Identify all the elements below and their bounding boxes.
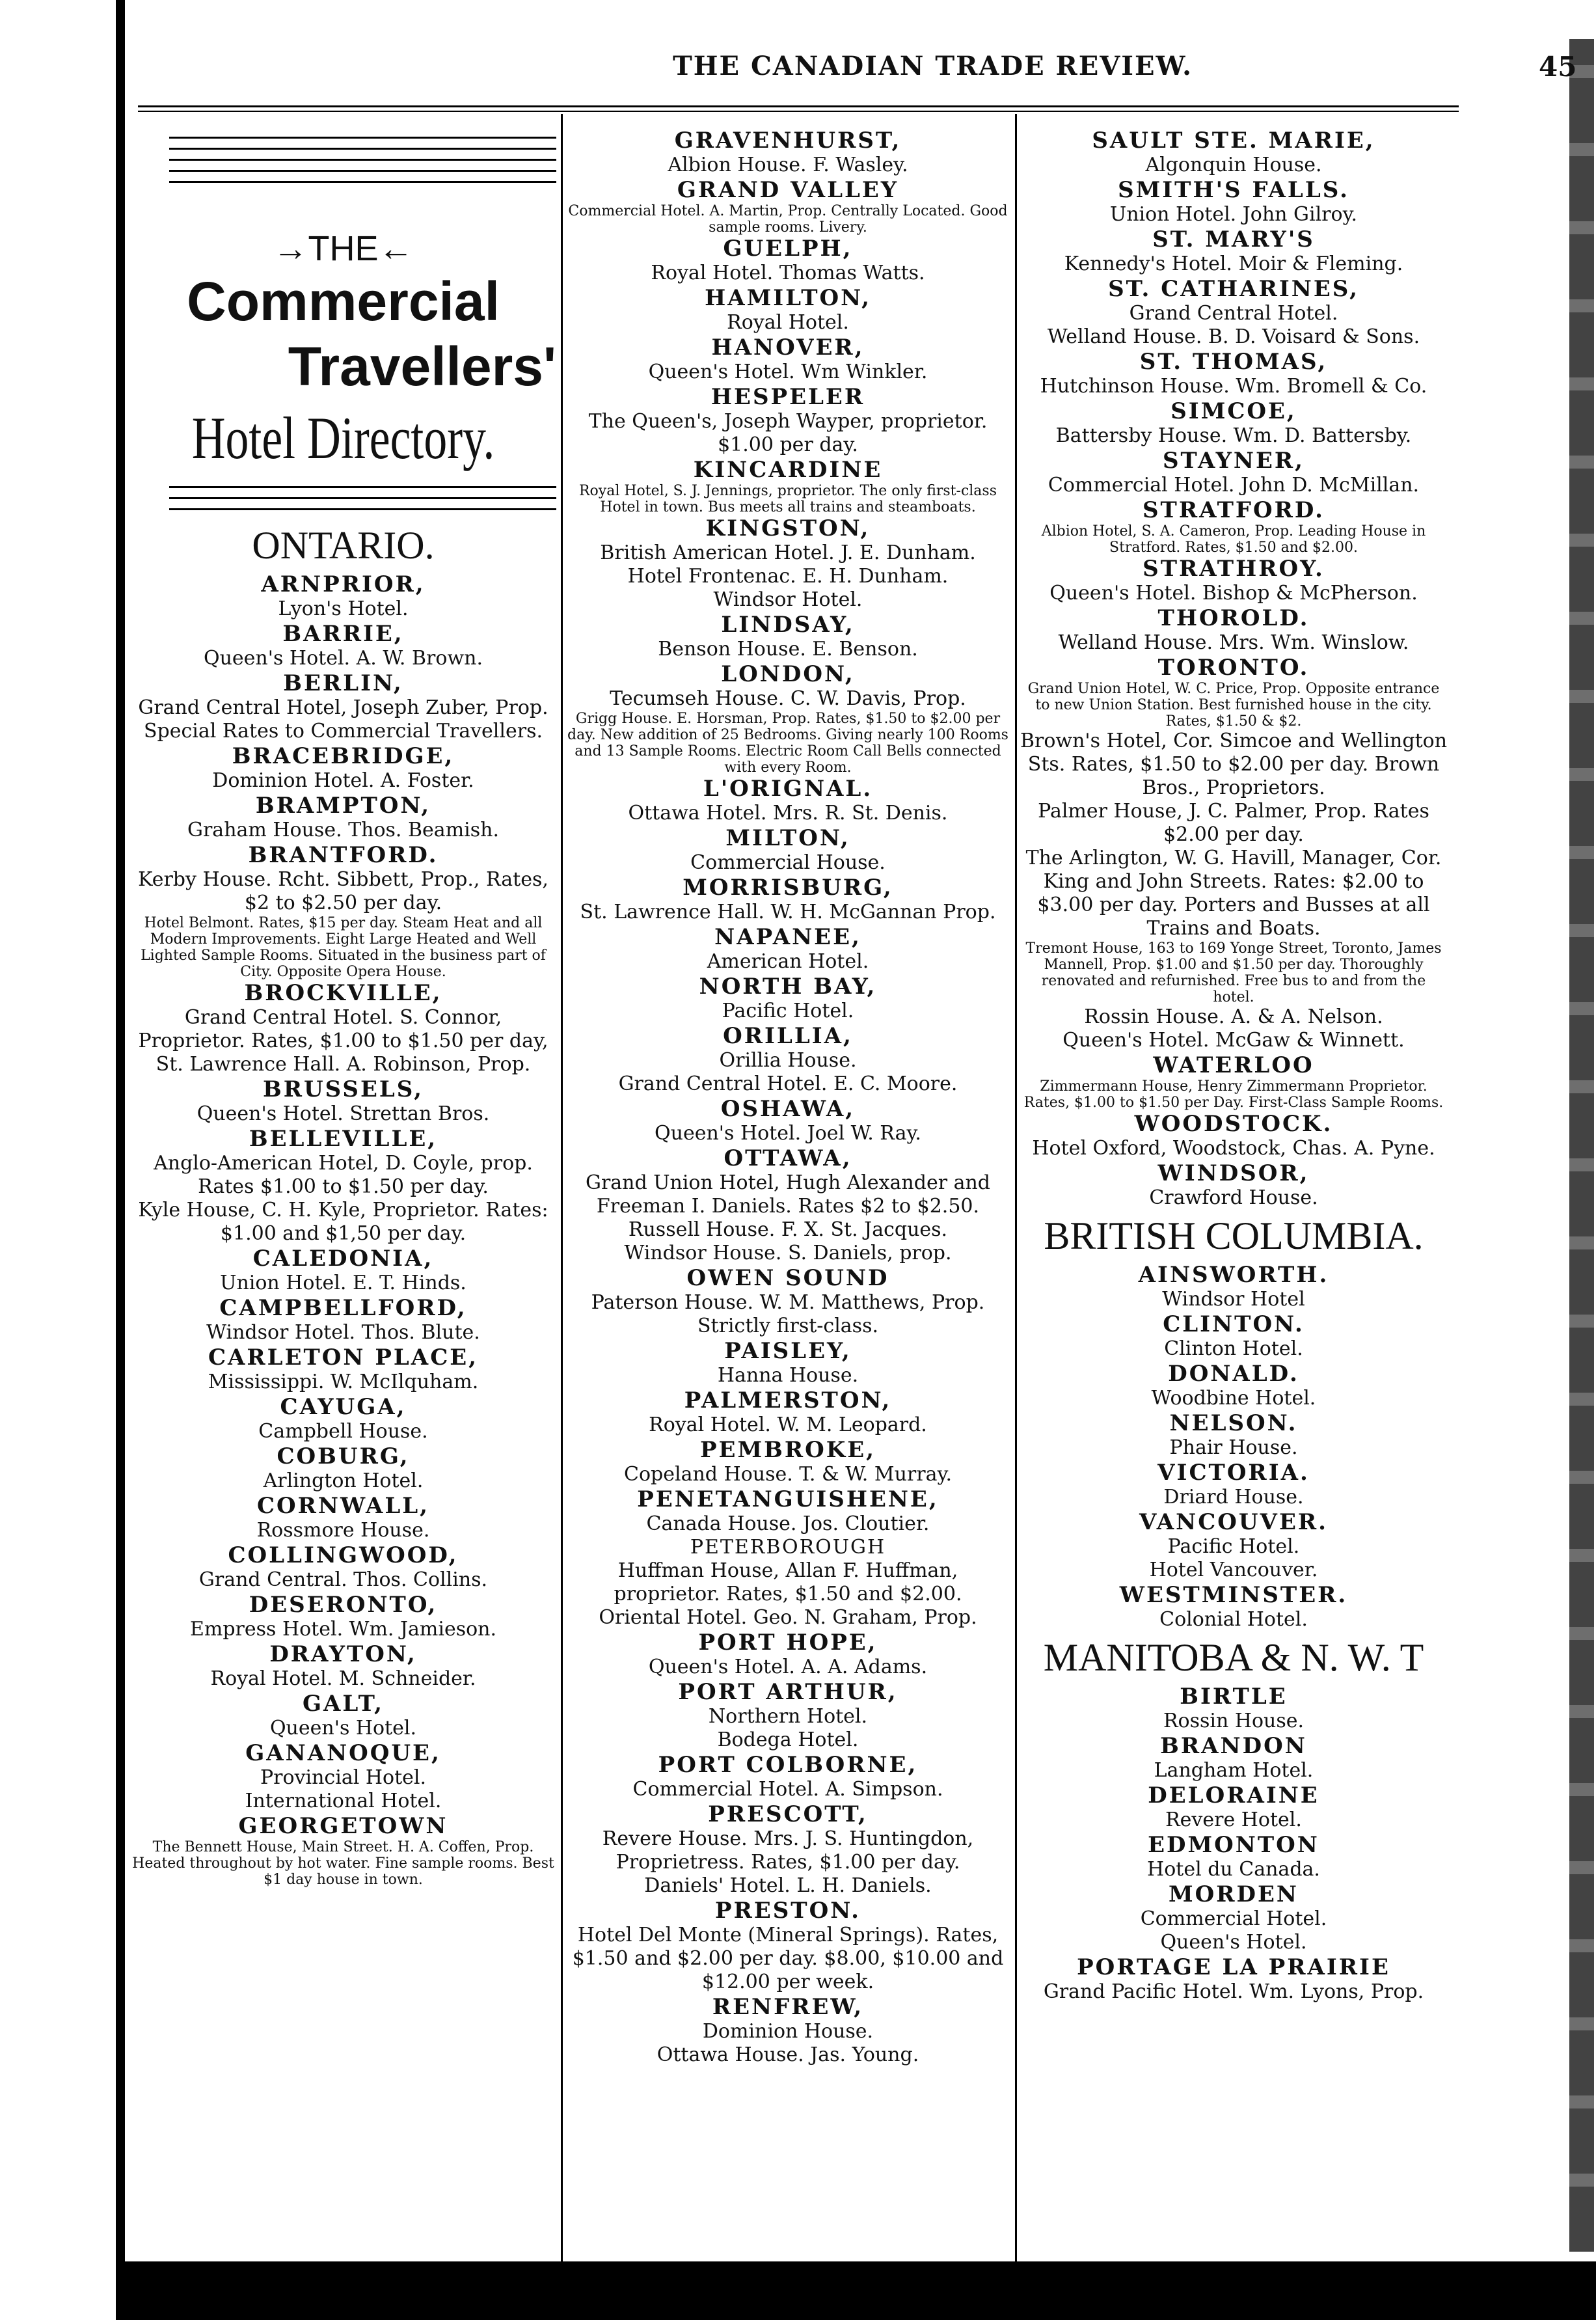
hotel-entry: $2 to $2.50 per day. xyxy=(244,892,442,914)
hotel-entry: Royal Hotel. xyxy=(727,311,849,334)
hotel-entry: Woodbine Hotel. xyxy=(1151,1387,1316,1410)
hotel-entry: Oriental Hotel. Geo. N. Graham, Prop. xyxy=(599,1606,977,1629)
column-3 xyxy=(1019,128,1448,2004)
town-heading: PETERBOROUGH xyxy=(690,1536,886,1559)
hotel-entry: Grand Central. Thos. Collins. xyxy=(198,1568,488,1591)
hotel-entry: Rossmore House. xyxy=(256,1519,430,1542)
masthead-travellers: Travellers' xyxy=(288,336,556,397)
masthead-hotel-directory: Hotel Directory. xyxy=(191,405,495,471)
town-heading: PORT COLBORNE, xyxy=(658,1752,918,1778)
hotel-entry: Tremont House, 163 to 169 Yonge Street, Toronto, James Mannell, Prop. $1.00 and $1.50 per day. Thoroughly renovated and refurnished. Free bus to and from the hotel. xyxy=(1025,940,1442,1005)
town-heading: ORILLIA, xyxy=(723,1023,853,1049)
town-heading: MORRISBURG, xyxy=(683,875,893,901)
hotel-entry: Lyon's Hotel. xyxy=(278,597,409,620)
town-heading: OSHAWA, xyxy=(720,1096,856,1122)
masthead-rules-bottom xyxy=(169,486,556,510)
town-heading: DONALD. xyxy=(1168,1361,1299,1387)
town-heading: STRATFORD. xyxy=(1142,497,1325,523)
hotel-entry: Pacific Hotel. xyxy=(1167,1535,1300,1558)
masthead-the: →THE← xyxy=(273,229,414,268)
town-heading: DRAYTON, xyxy=(269,1641,417,1667)
town-heading: ST. THOMAS, xyxy=(1139,349,1328,375)
hotel-entry: Kerby House. Rcht. Sibbett, Prop., Rates, xyxy=(138,868,548,891)
town-heading: BRANTFORD. xyxy=(248,842,439,868)
hotel-entry: Dominion Hotel. A. Foster. xyxy=(212,769,474,792)
header-rule xyxy=(138,105,1459,107)
page-number: 45 xyxy=(1539,51,1577,83)
hotel-entry: Russell House. F. X. St. Jacques. xyxy=(628,1218,948,1241)
hotel-entry: Queen's Hotel. A. W. Brown. xyxy=(203,647,483,670)
hotel-entry: British American Hotel. J. E. Dunham. xyxy=(600,541,976,564)
hotel-entry: Orillia House. xyxy=(719,1049,857,1072)
hotel-entry: Grand Union Hotel, W. C. Price, Prop. Opposite entrance to new Union Station. Best furnished house in the city. Rates, $1.50 & $2. xyxy=(1027,681,1440,730)
hotel-entry: Grand Union Hotel, Hugh Alexander and Freeman I. Daniels. Rates $2 to $2.50. xyxy=(585,1171,990,1218)
hotel-entry: Queen's Hotel. McGaw & Winnett. xyxy=(1062,1029,1405,1052)
hotel-entry: Algonquin House. xyxy=(1145,154,1322,176)
hotel-entry: The Bennett House, Main Street. H. A. Coffen, Prop. Heated throughout by hot water. Fine sample rooms. Best $1 day house in town. xyxy=(132,1839,554,1888)
town-heading: PRESCOTT, xyxy=(708,1801,868,1827)
town-heading: OTTAWA, xyxy=(724,1145,852,1171)
hotel-entry: Northern Hotel. xyxy=(708,1705,868,1728)
hotel-entry: Commercial House. xyxy=(690,851,886,874)
bottom-page-border xyxy=(116,2261,1596,2320)
ontario-listings xyxy=(130,519,556,1888)
town-heading: CAYUGA, xyxy=(280,1394,407,1420)
hotel-entry: Royal Hotel. M. Schneider. xyxy=(210,1667,476,1690)
hotel-entry: Welland House. Mrs. Wm. Winslow. xyxy=(1058,631,1409,654)
town-heading: BRANDON xyxy=(1160,1733,1307,1759)
town-heading: STAYNER, xyxy=(1162,448,1305,474)
town-heading: CARLETON PLACE, xyxy=(208,1344,478,1371)
right-page-edge xyxy=(1569,39,1594,2252)
hotel-entry: Graham House. Thos. Beamish. xyxy=(187,819,499,841)
hotel-entry: Anglo-American Hotel, D. Coyle, prop. Rates $1.00 to $1.50 per day. xyxy=(154,1152,533,1198)
hotel-entry: Paterson House. W. M. Matthews, Prop. Strictly first-class. xyxy=(591,1291,985,1337)
hotel-entry: Queen's Hotel. Strettan Bros. xyxy=(196,1102,490,1125)
town-heading: GUELPH, xyxy=(723,236,853,262)
hotel-entry: Queen's Hotel. xyxy=(269,1717,417,1740)
town-heading: CORNWALL, xyxy=(256,1493,430,1519)
town-heading: NAPANEE, xyxy=(714,924,861,950)
column-rule-2 xyxy=(1015,114,1017,2261)
hotel-entry: Ottawa Hotel. Mrs. R. St. Denis. xyxy=(628,802,948,825)
town-heading: BERLIN, xyxy=(283,670,403,696)
hotel-entry: Royal Hotel. Thomas Watts. xyxy=(651,262,925,284)
hotel-entry: The Arlington, W. G. Havill, Manager, Cor. King and John Streets. Rates: $2.00 to $3.00 per day. Porters and Busses at all Trains and Boats. xyxy=(1025,847,1442,940)
town-heading: ARNPRIOR, xyxy=(261,571,426,597)
hotel-entry: Empress Hotel. Wm. Jamieson. xyxy=(189,1618,497,1641)
hotel-entry: Commercial Hotel. John D. McMillan. xyxy=(1048,474,1420,497)
hotel-entry: Special Rates to Commercial Travellers. xyxy=(143,720,543,743)
town-heading: VANCOUVER. xyxy=(1139,1509,1328,1535)
town-heading: MORDEN xyxy=(1169,1881,1299,1907)
hotel-entry: St. Lawrence Hall. W. H. McGannan Prop. xyxy=(580,901,996,923)
hotel-entry: Grand Pacific Hotel. Wm. Lyons, Prop. xyxy=(1043,1980,1424,2003)
hotel-entry: American Hotel. xyxy=(707,950,869,973)
hotel-entry: Union Hotel. John Gilroy. xyxy=(1109,203,1358,226)
hotel-entry: Colonial Hotel. xyxy=(1159,1608,1308,1631)
hotel-entry: Windsor Hotel. xyxy=(713,588,863,611)
town-heading: PEMBROKE, xyxy=(699,1437,876,1463)
hotel-entry: Mississippi. W. McIlquham. xyxy=(208,1371,479,1393)
town-heading: PALMERSTON, xyxy=(684,1387,892,1413)
hotel-entry: The Queen's, Joseph Wayper, proprietor. $1.00 per day. xyxy=(588,410,988,456)
hotel-entry: Huffman House, Allan F. Huffman, proprietor. Rates, $1.50 and $2.00. xyxy=(614,1559,962,1605)
hotel-entry: Welland House. B. D. Voisard & Sons. xyxy=(1047,325,1420,348)
masthead-rules-top xyxy=(169,137,556,183)
hotel-entry: Crawford House. xyxy=(1149,1186,1318,1209)
town-heading: OWEN SOUND xyxy=(686,1265,889,1291)
hotel-entry: Hotel Del Monte (Mineral Springs). Rates, $1.50 and $2.00 per day. $8.00, $10.00 and $12.00 per week. xyxy=(572,1924,1004,1993)
hotel-entry: Hotel Frontenac. E. H. Dunham. xyxy=(627,565,949,588)
town-heading: L'ORIGNAL. xyxy=(703,776,873,802)
hotel-entry: Hotel Belmont. Rates, $15 per day. Steam Heat and all Modern Improvements. Eight Large Heated and Well Lighted Sample Rooms. Situated in the business part of City. Opposite Opera House. xyxy=(141,915,546,980)
town-heading: PORT HOPE, xyxy=(698,1630,878,1656)
hotel-entry: Dominion House. xyxy=(702,2020,874,2043)
hotel-entry: Hotel du Canada. xyxy=(1147,1858,1320,1881)
ontario-bc-manitoba-listings xyxy=(1019,128,1448,2004)
town-heading: LONDON, xyxy=(721,661,855,687)
town-heading: CLINTON. xyxy=(1163,1311,1305,1337)
town-heading: CAMPBELLFORD, xyxy=(219,1295,467,1321)
hotel-entry: Revere Hotel. xyxy=(1165,1808,1302,1831)
town-heading: BRAMPTON, xyxy=(255,793,431,819)
page-header xyxy=(130,51,1577,96)
town-heading: WOODSTOCK. xyxy=(1134,1111,1333,1137)
hotel-entry: Windsor Hotel. Thos. Blute. xyxy=(206,1321,480,1344)
town-heading: ST. MARY'S xyxy=(1152,226,1315,252)
hotel-entry: Grigg House. E. Horsman, Prop. Rates, $1.50 to $2.00 per day. New addition of 25 Bedrooms. Giving nearly 100 Rooms and 13 Sample Rooms. Electric Room Call Bells connected with every Room. xyxy=(567,711,1008,776)
town-heading: ST. CATHARINES, xyxy=(1108,276,1359,302)
section-heading: BRITISH COLUMBIA. xyxy=(1044,1214,1424,1257)
hotel-entry: St. Lawrence Hall. A. Robinson, Prop. xyxy=(156,1053,531,1076)
town-heading: HESPELER xyxy=(710,384,865,410)
hotel-entry: Commercial Hotel. A. Martin, Prop. Centrally Located. Good sample rooms. Livery. xyxy=(568,203,1008,236)
hotel-entry: Albion Hotel, S. A. Cameron, Prop. Leading House in Stratford. Rates, $1.50 and $2.00. xyxy=(1041,523,1426,556)
hotel-entry: Queen's Hotel. Bishop & McPherson. xyxy=(1049,582,1418,605)
town-heading: GRAVENHURST, xyxy=(674,128,902,154)
town-heading: BRUSSELS, xyxy=(262,1076,424,1102)
header-rule-2 xyxy=(138,111,1459,112)
hotel-entry: International Hotel. xyxy=(245,1790,442,1812)
hotel-entry: Queen's Hotel. Joel W. Ray. xyxy=(655,1122,921,1145)
town-heading: SMITH'S FALLS. xyxy=(1118,177,1349,203)
hotel-entry: Daniels' Hotel. L. H. Daniels. xyxy=(644,1874,932,1897)
town-heading: KINGSTON, xyxy=(705,515,871,541)
hotel-entry: Hotel Oxford, Woodstock, Chas. A. Pyne. xyxy=(1032,1137,1435,1160)
hotel-entry: Provincial Hotel. xyxy=(260,1766,427,1789)
hotel-entry: Hotel Vancouver. xyxy=(1149,1559,1318,1581)
hotel-entry: Battersby House. Wm. D. Battersby. xyxy=(1055,424,1412,447)
hotel-entry: Commercial Hotel. A. Simpson. xyxy=(632,1778,943,1801)
town-heading: PAISLEY, xyxy=(724,1338,852,1364)
hotel-entry: Campbell House. xyxy=(258,1420,428,1443)
town-heading: DELORAINE xyxy=(1148,1782,1319,1808)
hotel-entry: Kyle House, C. H. Kyle, Proprietor. Rates: $1.00 and $1,50 per day. xyxy=(138,1199,548,1245)
hotel-entry: Grand Central Hotel. S. Connor, Proprietor. Rates, $1.00 to $1.50 per day, xyxy=(138,1006,548,1052)
town-heading: THOROLD. xyxy=(1157,605,1310,631)
hotel-entry: Bodega Hotel. xyxy=(717,1728,859,1751)
masthead-commercial: Commercial xyxy=(187,271,500,332)
hotel-entry: Grand Central Hotel. xyxy=(1129,302,1338,325)
town-heading: LINDSAY, xyxy=(721,612,855,638)
hotel-entry: Brown's Hotel, Cor. Simcoe and Wellington Sts. Rates, $1.50 to $2.00 per day. Brown Bros., Proprietors. xyxy=(1020,730,1448,799)
town-heading: RENFREW, xyxy=(712,1994,864,2020)
running-head: THE CANADIAN TRADE REVIEW. xyxy=(673,51,1193,81)
hotel-entry: Rossin House. A. & A. Nelson. xyxy=(1084,1005,1383,1028)
town-heading: BROCKVILLE, xyxy=(244,980,442,1006)
hotel-entry: Arlington Hotel. xyxy=(263,1469,424,1492)
hotel-entry: Queen's Hotel. A. A. Adams. xyxy=(648,1656,928,1678)
town-heading: COBURG, xyxy=(277,1443,410,1469)
column-rule-1 xyxy=(561,114,563,2261)
town-heading: HAMILTON, xyxy=(705,285,871,311)
column-1 xyxy=(130,128,556,1888)
town-heading: WINDSOR, xyxy=(1157,1160,1310,1186)
town-heading: GANANOQUE, xyxy=(245,1740,441,1766)
hotel-entry: Revere House. Mrs. J. S. Huntingdon, Proprietress. Rates, $1.00 per day. xyxy=(602,1827,974,1874)
hotel-entry: Kennedy's Hotel. Moir & Fleming. xyxy=(1064,252,1403,275)
section-heading: ONTARIO. xyxy=(252,524,435,567)
hotel-entry: Phair House. xyxy=(1169,1436,1298,1459)
town-heading: DESERONTO, xyxy=(249,1592,438,1618)
town-heading: PORTAGE LA PRAIRIE xyxy=(1077,1954,1390,1980)
town-heading: MILTON, xyxy=(725,825,850,851)
town-heading: STRATHROY. xyxy=(1143,556,1325,582)
hotel-entry: Royal Hotel. W. M. Leopard. xyxy=(649,1413,927,1436)
hotel-entry: Ottawa House. Jas. Young. xyxy=(656,2043,919,2066)
town-heading: EDMONTON xyxy=(1148,1832,1319,1858)
town-heading: SIMCOE, xyxy=(1170,398,1297,424)
hotel-entry: Driard House. xyxy=(1163,1486,1304,1508)
town-heading: HANOVER, xyxy=(711,334,865,361)
hotel-entry: Albion House. F. Wasley. xyxy=(668,154,908,176)
town-heading: KINCARDINE xyxy=(693,457,883,483)
hotel-entry: Clinton Hotel. xyxy=(1164,1337,1303,1360)
town-heading: BELLEVILLE, xyxy=(249,1126,438,1152)
town-heading: VICTORIA. xyxy=(1157,1460,1310,1486)
hotel-entry: Copeland House. T. & W. Murray. xyxy=(624,1463,952,1486)
town-heading: NORTH BAY, xyxy=(699,974,877,1000)
town-heading: COLLINGWOOD, xyxy=(228,1542,459,1568)
hotel-entry: Zimmermann House, Henry Zimmermann Proprietor. Rates, $1.00 to $1.50 per Day. First-Class Sample Rooms. xyxy=(1023,1078,1444,1111)
town-heading: BARRIE, xyxy=(282,621,404,647)
hotel-entry: Tecumseh House. C. W. Davis, Prop. xyxy=(610,687,966,710)
town-heading: BIRTLE xyxy=(1180,1684,1288,1710)
hotel-entry: Grand Central Hotel. E. C. Moore. xyxy=(618,1072,958,1095)
hotel-entry: Union Hotel. E. T. Hinds. xyxy=(220,1272,467,1294)
hotel-entry: Palmer House, J. C. Palmer, Prop. Rates $2.00 per day. xyxy=(1038,800,1429,846)
town-heading: BRACEBRIDGE, xyxy=(232,743,455,769)
town-heading: PRESTON. xyxy=(715,1898,861,1924)
hotel-entry: Queen's Hotel. Wm Winkler. xyxy=(648,361,928,383)
section-heading: MANITOBA & N. W. T xyxy=(1043,1636,1424,1679)
hotel-entry: Queen's Hotel. xyxy=(1160,1931,1307,1954)
town-heading: PORT ARTHUR, xyxy=(678,1679,898,1705)
hotel-entry: Langham Hotel. xyxy=(1154,1759,1314,1782)
town-heading: AINSWORTH. xyxy=(1138,1262,1329,1288)
hotel-entry: Canada House. Jos. Cloutier. xyxy=(646,1512,930,1535)
town-heading: TORONTO. xyxy=(1157,655,1310,681)
hotel-entry: Grand Central Hotel, Joseph Zuber, Prop. xyxy=(138,696,548,719)
town-heading: GRAND VALLEY xyxy=(677,177,899,203)
town-heading: GALT, xyxy=(303,1691,384,1717)
hotel-entry: Rossin House. xyxy=(1163,1710,1305,1732)
ontario-listings-continued xyxy=(563,128,1012,2067)
town-heading: SAULT STE. MARIE, xyxy=(1092,128,1375,154)
hotel-entry: Benson House. E. Benson. xyxy=(658,638,918,661)
hotel-entry: Windsor Hotel xyxy=(1162,1288,1305,1311)
town-heading: WATERLOO xyxy=(1153,1052,1314,1078)
town-heading: GEORGETOWN xyxy=(238,1813,448,1839)
hotel-entry: Windsor House. S. Daniels, prop. xyxy=(624,1242,952,1264)
hotel-entry: Pacific Hotel. xyxy=(722,1000,854,1022)
town-heading: WESTMINSTER. xyxy=(1119,1582,1348,1608)
column-2 xyxy=(563,128,1012,2067)
town-heading: CALEDONIA, xyxy=(252,1246,434,1272)
hotel-entry: Hutchinson House. Wm. Bromell & Co. xyxy=(1040,375,1427,398)
town-heading: PENETANGUISHENE, xyxy=(637,1486,939,1512)
hotel-entry: Royal Hotel, S. J. Jennings, proprietor. The only first-class Hotel in town. Bus meets all trains and steamboats. xyxy=(578,483,997,515)
hotel-entry: Hanna House. xyxy=(717,1364,859,1387)
town-heading: NELSON. xyxy=(1169,1410,1298,1436)
left-page-border xyxy=(116,0,125,2320)
hotel-entry: Commercial Hotel. xyxy=(1140,1907,1327,1930)
